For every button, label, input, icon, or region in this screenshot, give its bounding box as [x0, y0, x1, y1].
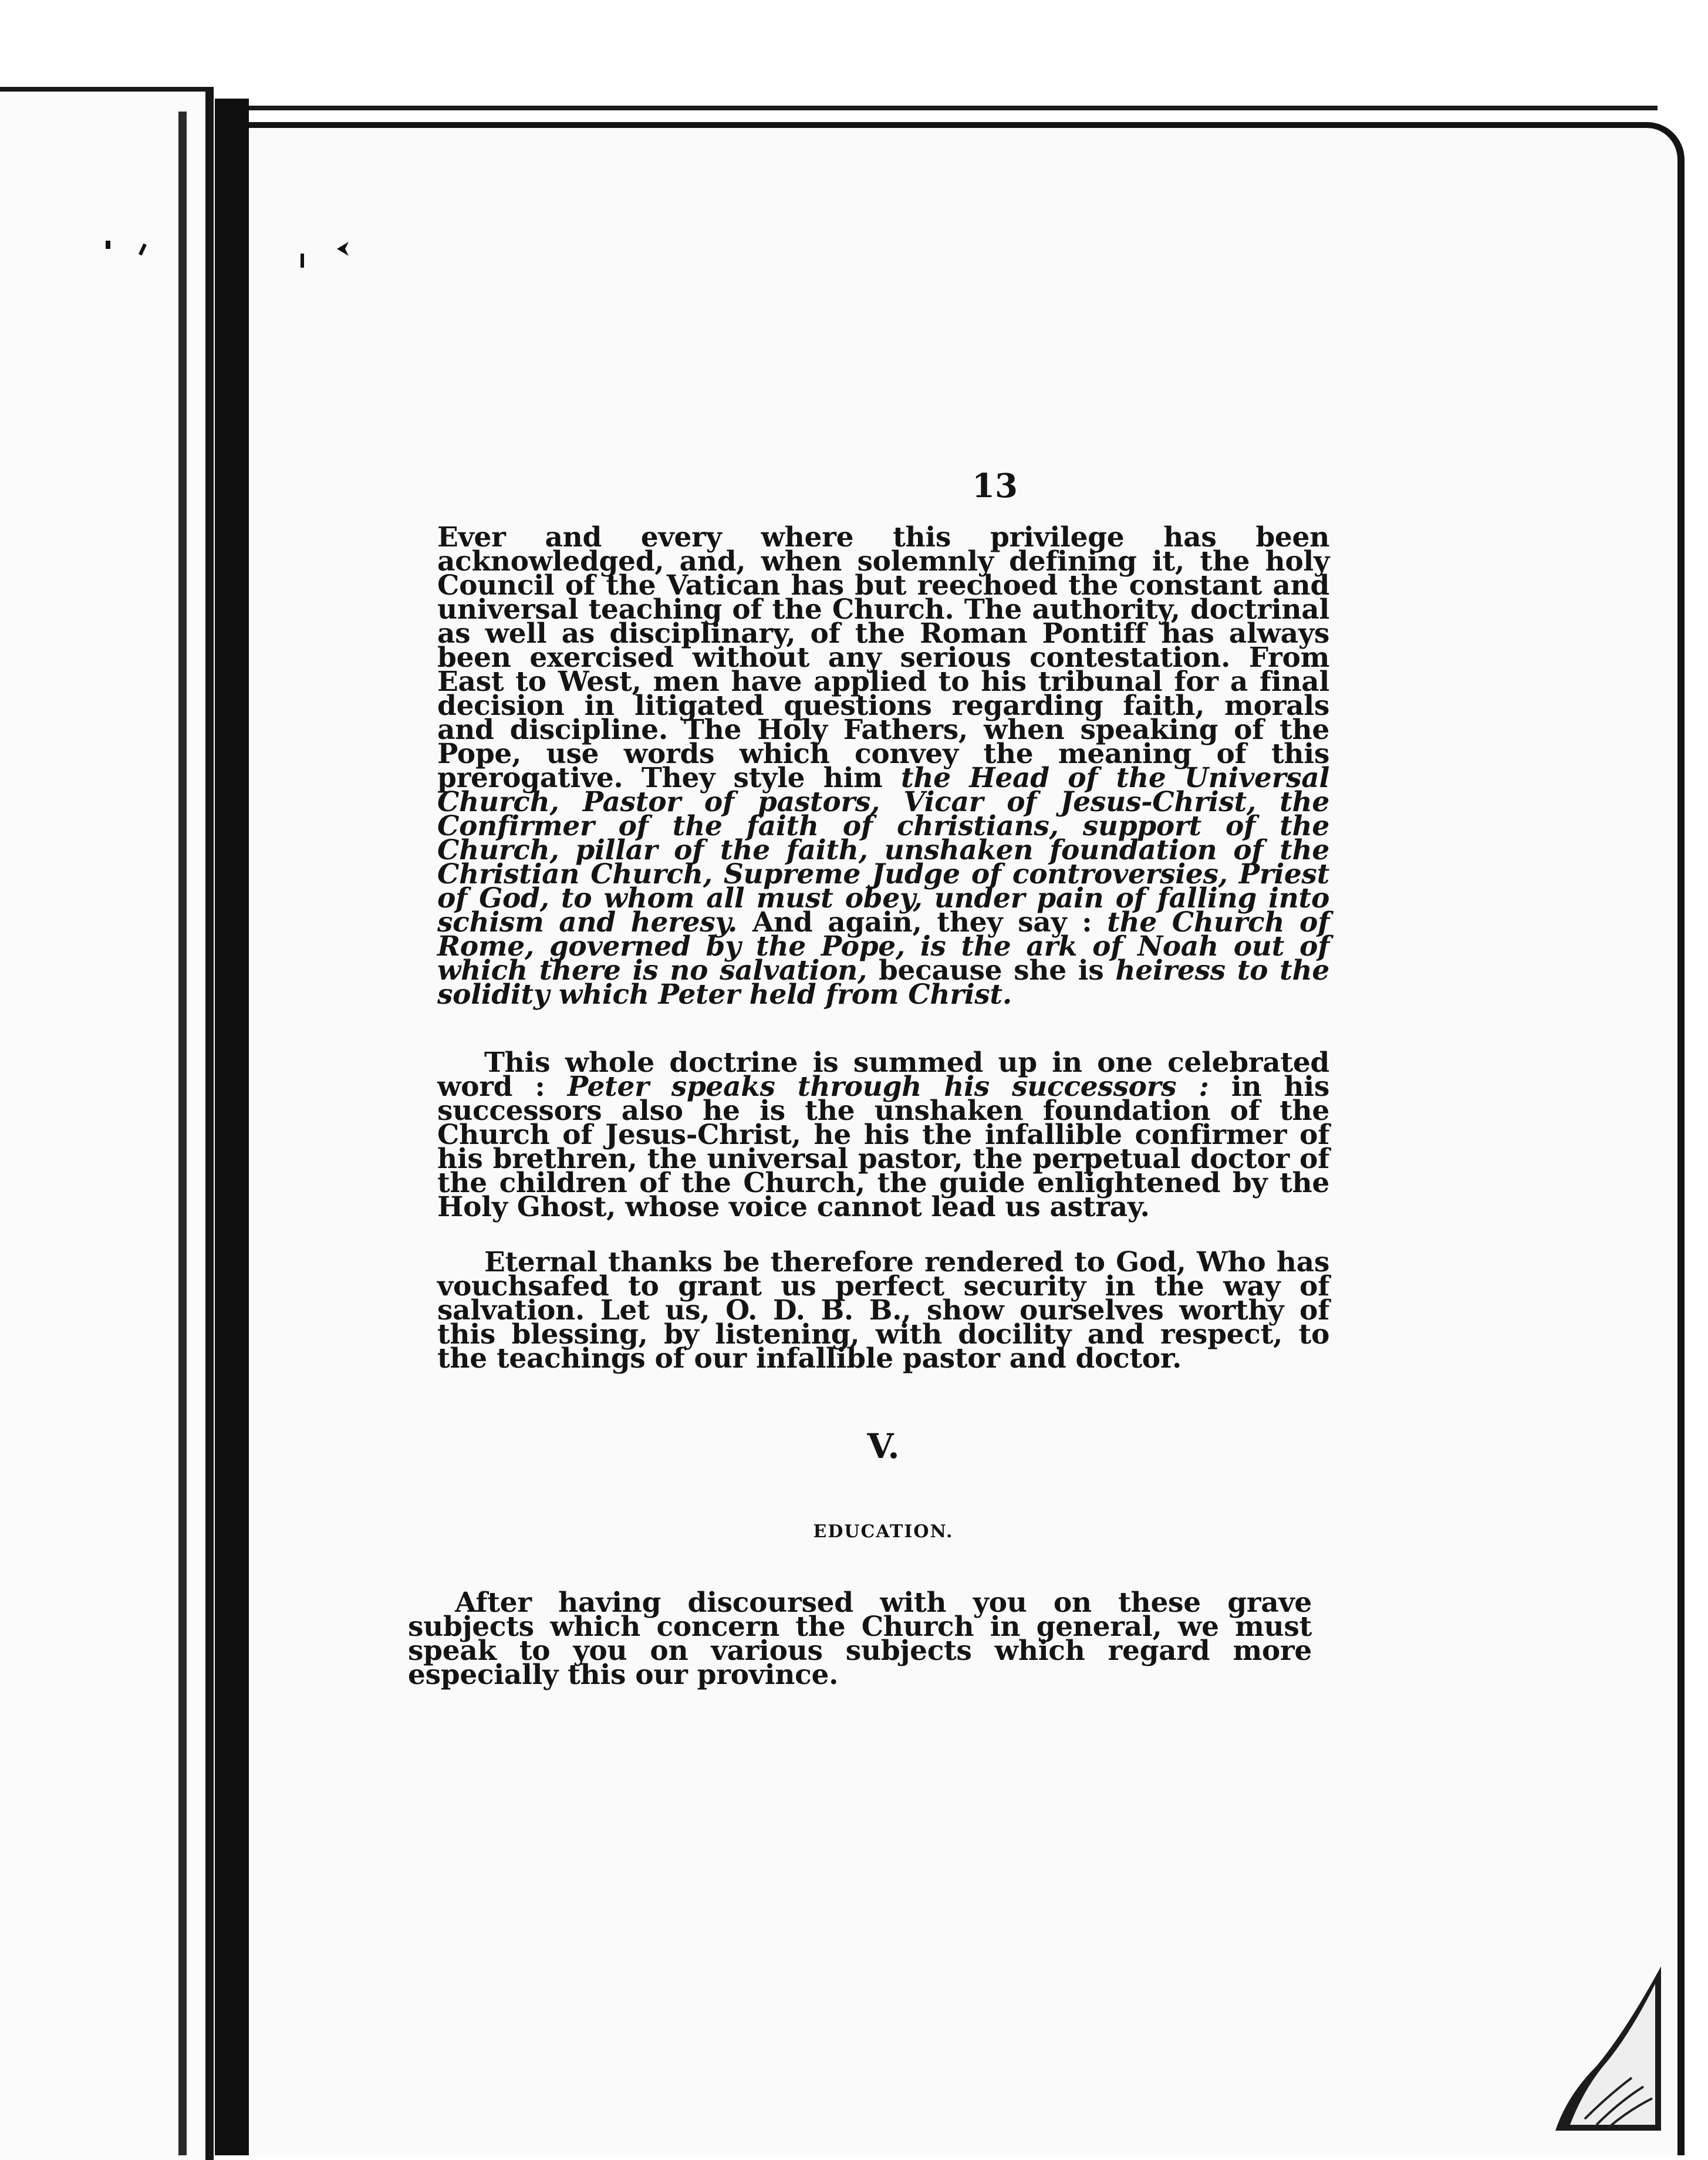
paragraph-text: Ever and every where this privilege has been acknowledged, and, when solemnly defining it, the holy Council of the Vatican has but reechoed the constant and universal teaching of the Church. The authority, doctrinal as well as disciplinary, of the Roman Pontiff has always been exercised without any serious contestation. From East to West, men have applied to his tribunal for a final decision in litigated questions regarding faith, morals and discipline. The Holy Fathers, when speaking of the Pope, use words which convey the meaning of this prerogative. They style him	[437, 521, 1329, 794]
paragraph-text: And again, they say :	[737, 906, 1108, 939]
film-edge-line	[249, 106, 1658, 110]
italic-quote: Peter speaks through his successors :	[567, 1071, 1209, 1103]
paragraph-text: Eternal thanks be therefore rendered to God, Who has vouchsafed to grant us perfect security in the way of salvation. Let us, O. D. B. B., show ourselves worthy of this blessing, by listening, with docility and respect, to the teachings of our infallible pastor and doctor.	[437, 1246, 1329, 1375]
section-heading: EDUCATION.	[813, 1521, 954, 1542]
paragraph-text: This whole doctrine is summed up in one celebrated word :	[437, 1047, 1329, 1103]
body-paragraph	[437, 1047, 1330, 1223]
margin-speck	[106, 241, 110, 249]
left-page-shadow	[178, 112, 187, 2155]
paragraph-text: because she is	[867, 954, 1116, 987]
margin-speck	[301, 254, 304, 268]
paragraph-text: in his successors also he is the unshaken foundation of the Church of Jesus-Christ, he his the infallible confirmer of his brethren, the universal pastor, the perpetual doctor of the children of the Church, the guide enlightened by the Holy Ghost, whose voice cannot lead us astray.	[437, 1071, 1330, 1223]
italic-quote: the Head of the Universal Church, Pastor of pastors, Vicar of Jesus-Christ, the Confirmer of the faith of christians, support of the Church, pillar of the faith, unshaken foundation of the Christian Church, Supreme Judge of controversies, Priest of God, to whom all must obey, under pain of falling into schism and heresy.	[437, 762, 1329, 939]
book-gutter	[215, 99, 249, 2155]
page-number: 13	[972, 467, 1018, 505]
page-corner-fold	[1544, 1960, 1667, 2137]
italic-quote: the Church of Rome, governed by the Pope, is the ark of Noah out of which there is no salvation,	[437, 906, 1330, 987]
body-paragraph	[437, 521, 1330, 1011]
italic-quote: heiress to the solidity which Peter held from Christ.	[437, 954, 1330, 1011]
section-numeral: V.	[867, 1426, 900, 1466]
body-paragraph	[437, 1246, 1329, 1375]
paragraph-text: After having discoursed with you on these grave subjects which concern the Church in general, we must speak to you on various subjects which regard more especially this our province.	[408, 1587, 1312, 1691]
body-paragraph	[408, 1587, 1312, 1691]
